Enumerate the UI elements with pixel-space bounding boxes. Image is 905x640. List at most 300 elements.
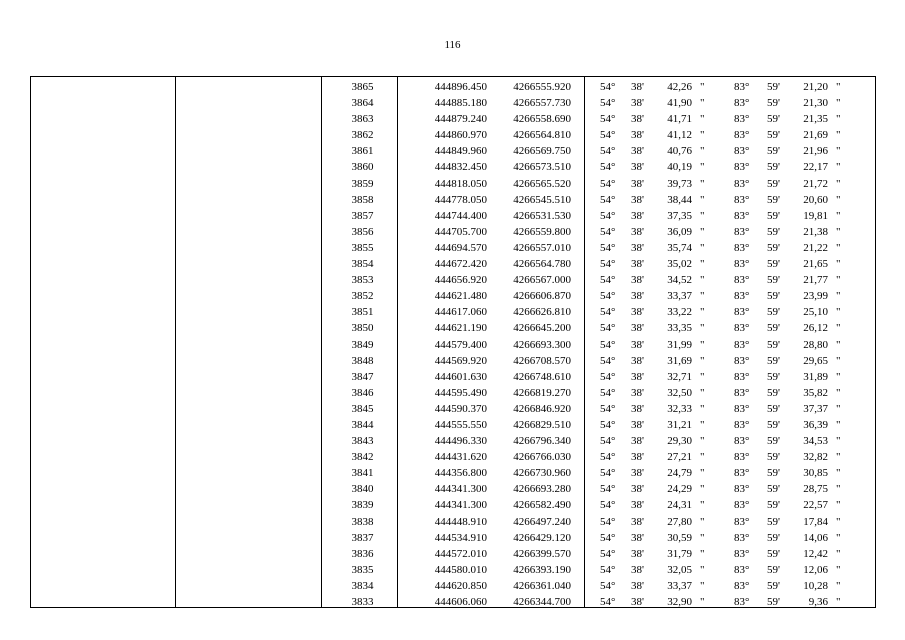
longitude-degrees: 83° [734,402,750,415]
y-coordinate: 4266846.920 [513,402,571,415]
longitude-degrees: 83° [734,499,750,512]
longitude-minutes: 59' [767,370,780,383]
latitude-seconds-symbol: " [700,563,705,576]
longitude-seconds-symbol: " [836,129,841,142]
table-row [31,530,875,546]
latitude-minutes: 38' [631,129,644,142]
latitude-degrees: 54° [600,499,616,512]
longitude-seconds: 14,06 [803,531,828,544]
longitude-degrees: 83° [734,596,750,608]
latitude-degrees: 54° [600,370,616,383]
y-coordinate: 4266606.870 [513,290,571,303]
y-coordinate: 4266693.300 [513,338,571,351]
y-coordinate: 4266559.800 [513,225,571,238]
longitude-seconds: 21,96 [803,145,828,158]
point-number: 3835 [351,563,374,576]
y-coordinate: 4266819.270 [513,386,571,399]
x-coordinate: 444341.300 [434,483,487,496]
longitude-seconds: 26,12 [803,322,828,335]
longitude-seconds: 32,82 [803,451,828,464]
point-number: 3852 [351,290,374,303]
latitude-minutes: 38' [631,596,644,608]
latitude-minutes: 38' [631,547,644,560]
y-coordinate: 4266748.610 [513,370,571,383]
longitude-seconds-symbol: " [836,306,841,319]
x-coordinate: 444672.420 [434,258,487,271]
x-coordinate: 444656.920 [434,274,487,287]
longitude-seconds: 23,99 [803,290,828,303]
point-number: 3854 [351,258,374,271]
longitude-seconds-symbol: " [836,596,841,608]
longitude-seconds-symbol: " [836,290,841,303]
table-row [31,465,875,481]
coordinates-table [30,76,876,608]
latitude-seconds: 24,29 [667,483,692,496]
latitude-seconds-symbol: " [700,225,705,238]
longitude-degrees: 83° [734,145,750,158]
longitude-seconds: 22,17 [803,161,828,174]
longitude-seconds: 21,30 [803,97,828,110]
latitude-degrees: 54° [600,290,616,303]
latitude-seconds: 30,59 [667,531,692,544]
y-coordinate: 4266344.700 [513,596,571,608]
longitude-seconds: 10,28 [803,579,828,592]
latitude-seconds-symbol: " [700,290,705,303]
longitude-minutes: 59' [767,386,780,399]
point-number: 3864 [351,97,374,110]
longitude-seconds: 21,69 [803,129,828,142]
longitude-seconds: 20,60 [803,193,828,206]
longitude-minutes: 59' [767,177,780,190]
latitude-degrees: 54° [600,209,616,222]
longitude-minutes: 59' [767,81,780,93]
longitude-degrees: 83° [734,338,750,351]
x-coordinate: 444621.480 [434,290,487,303]
latitude-minutes: 38' [631,225,644,238]
longitude-minutes: 59' [767,274,780,287]
longitude-seconds: 12,42 [803,547,828,560]
table-row [31,353,875,369]
longitude-seconds-symbol: " [836,386,841,399]
x-coordinate: 444849.960 [434,145,487,158]
x-coordinate: 444744.400 [434,209,487,222]
longitude-degrees: 83° [734,306,750,319]
x-coordinate: 444818.050 [434,177,487,190]
point-number: 3851 [351,306,374,319]
longitude-degrees: 83° [734,129,750,142]
longitude-minutes: 59' [767,129,780,142]
longitude-degrees: 83° [734,483,750,496]
latitude-degrees: 54° [600,258,616,271]
longitude-minutes: 59' [767,241,780,254]
longitude-minutes: 59' [767,209,780,222]
y-coordinate: 4266564.810 [513,129,571,142]
x-coordinate: 444879.240 [434,113,487,126]
latitude-seconds-symbol: " [700,322,705,335]
latitude-degrees: 54° [600,418,616,431]
latitude-minutes: 38' [631,499,644,512]
point-number: 3837 [351,531,374,544]
latitude-minutes: 38' [631,579,644,592]
y-coordinate: 4266693.280 [513,483,571,496]
longitude-degrees: 83° [734,274,750,287]
latitude-seconds-symbol: " [700,177,705,190]
latitude-seconds-symbol: " [700,370,705,383]
table-row [31,320,875,336]
longitude-seconds: 28,80 [803,338,828,351]
y-coordinate: 4266730.960 [513,467,571,480]
longitude-minutes: 59' [767,225,780,238]
y-coordinate: 4266645.200 [513,322,571,335]
latitude-degrees: 54° [600,225,616,238]
longitude-minutes: 59' [767,596,780,608]
longitude-minutes: 59' [767,451,780,464]
point-number: 3843 [351,435,374,448]
longitude-seconds: 21,77 [803,274,828,287]
point-number: 3853 [351,274,374,287]
longitude-degrees: 83° [734,209,750,222]
latitude-seconds: 32,50 [667,386,692,399]
latitude-minutes: 38' [631,193,644,206]
longitude-degrees: 83° [734,161,750,174]
latitude-degrees: 54° [600,563,616,576]
table-row [31,337,875,353]
y-coordinate: 4266626.810 [513,306,571,319]
latitude-minutes: 38' [631,306,644,319]
latitude-degrees: 54° [600,354,616,367]
latitude-seconds-symbol: " [700,81,705,93]
longitude-seconds: 21,72 [803,177,828,190]
point-number: 3836 [351,547,374,560]
table-row [31,143,875,159]
longitude-degrees: 83° [734,547,750,560]
latitude-minutes: 38' [631,274,644,287]
latitude-seconds: 39,73 [667,177,692,190]
x-coordinate: 444694.570 [434,241,487,254]
point-number: 3856 [351,225,374,238]
longitude-seconds-symbol: " [836,113,841,126]
longitude-seconds: 21,20 [803,81,828,93]
longitude-degrees: 83° [734,386,750,399]
latitude-seconds-symbol: " [700,274,705,287]
longitude-seconds-symbol: " [836,451,841,464]
latitude-minutes: 38' [631,113,644,126]
latitude-seconds-symbol: " [700,338,705,351]
longitude-degrees: 83° [734,258,750,271]
longitude-seconds: 36,39 [803,418,828,431]
latitude-seconds: 34,52 [667,274,692,287]
longitude-minutes: 59' [767,563,780,576]
latitude-minutes: 38' [631,161,644,174]
latitude-seconds-symbol: " [700,97,705,110]
longitude-degrees: 83° [734,370,750,383]
longitude-minutes: 59' [767,145,780,158]
table-row [31,224,875,240]
table-row [31,240,875,256]
longitude-minutes: 59' [767,161,780,174]
table-row [31,159,875,175]
latitude-seconds: 33,37 [667,579,692,592]
table-row [31,481,875,497]
x-coordinate: 444580.010 [434,563,487,576]
longitude-seconds-symbol: " [836,193,841,206]
latitude-seconds: 36,09 [667,225,692,238]
latitude-seconds: 24,79 [667,467,692,480]
x-coordinate: 444832.450 [434,161,487,174]
longitude-seconds: 30,85 [803,467,828,480]
table-row [31,578,875,594]
y-coordinate: 4266497.240 [513,515,571,528]
longitude-minutes: 59' [767,322,780,335]
point-number: 3839 [351,499,374,512]
latitude-minutes: 38' [631,370,644,383]
latitude-seconds: 33,37 [667,290,692,303]
latitude-degrees: 54° [600,129,616,142]
table-row [31,449,875,465]
longitude-degrees: 83° [734,81,750,93]
longitude-seconds-symbol: " [836,225,841,238]
latitude-minutes: 38' [631,258,644,271]
y-coordinate: 4266567.000 [513,274,571,287]
longitude-seconds-symbol: " [836,370,841,383]
latitude-minutes: 38' [631,435,644,448]
latitude-minutes: 38' [631,81,644,93]
latitude-seconds-symbol: " [700,402,705,415]
x-coordinate: 444885.180 [434,97,487,110]
latitude-seconds: 31,99 [667,338,692,351]
longitude-minutes: 59' [767,258,780,271]
latitude-minutes: 38' [631,241,644,254]
longitude-seconds: 22,57 [803,499,828,512]
longitude-minutes: 59' [767,306,780,319]
point-number: 3860 [351,161,374,174]
longitude-seconds-symbol: " [836,563,841,576]
longitude-degrees: 83° [734,579,750,592]
point-number: 3846 [351,386,374,399]
latitude-degrees: 54° [600,81,616,93]
table-row [31,304,875,320]
longitude-degrees: 83° [734,177,750,190]
longitude-minutes: 59' [767,435,780,448]
y-coordinate: 4266829.510 [513,418,571,431]
latitude-seconds-symbol: " [700,579,705,592]
longitude-seconds-symbol: " [836,467,841,480]
x-coordinate: 444860.970 [434,129,487,142]
latitude-minutes: 38' [631,451,644,464]
latitude-seconds: 41,71 [667,113,692,126]
longitude-seconds-symbol: " [836,499,841,512]
x-coordinate: 444896.450 [434,81,487,93]
x-coordinate: 444621.190 [434,322,487,335]
latitude-seconds: 41,12 [667,129,692,142]
longitude-seconds: 19,81 [803,209,828,222]
latitude-seconds-symbol: " [700,531,705,544]
longitude-minutes: 59' [767,193,780,206]
longitude-seconds-symbol: " [836,547,841,560]
table-row [31,497,875,513]
longitude-seconds: 29,65 [803,354,828,367]
table-row [31,95,875,111]
latitude-degrees: 54° [600,338,616,351]
point-number: 3848 [351,354,374,367]
latitude-minutes: 38' [631,467,644,480]
x-coordinate: 444620.850 [434,579,487,592]
longitude-minutes: 59' [767,499,780,512]
latitude-seconds-symbol: " [700,515,705,528]
latitude-minutes: 38' [631,483,644,496]
longitude-degrees: 83° [734,451,750,464]
latitude-minutes: 38' [631,563,644,576]
longitude-seconds: 25,10 [803,306,828,319]
longitude-seconds-symbol: " [836,177,841,190]
longitude-minutes: 59' [767,97,780,110]
y-coordinate: 4266582.490 [513,499,571,512]
table-row [31,127,875,143]
y-coordinate: 4266557.010 [513,241,571,254]
x-coordinate: 444590.370 [434,402,487,415]
latitude-seconds-symbol: " [700,161,705,174]
latitude-seconds: 38,44 [667,193,692,206]
longitude-degrees: 83° [734,97,750,110]
point-number: 3865 [351,81,374,93]
longitude-seconds: 12,06 [803,563,828,576]
x-coordinate: 444431.620 [434,451,487,464]
latitude-degrees: 54° [600,161,616,174]
latitude-seconds-symbol: " [700,435,705,448]
latitude-minutes: 38' [631,145,644,158]
longitude-seconds-symbol: " [836,145,841,158]
longitude-seconds-symbol: " [836,338,841,351]
latitude-seconds: 32,05 [667,563,692,576]
latitude-minutes: 38' [631,386,644,399]
latitude-degrees: 54° [600,451,616,464]
latitude-seconds-symbol: " [700,306,705,319]
longitude-degrees: 83° [734,531,750,544]
table-row [31,192,875,208]
latitude-seconds-symbol: " [700,258,705,271]
point-number: 3855 [351,241,374,254]
x-coordinate: 444606.060 [434,596,487,608]
latitude-seconds-symbol: " [700,386,705,399]
point-number: 3850 [351,322,374,335]
latitude-seconds-symbol: " [700,193,705,206]
longitude-seconds: 21,65 [803,258,828,271]
latitude-seconds-symbol: " [700,596,705,608]
longitude-minutes: 59' [767,418,780,431]
longitude-degrees: 83° [734,193,750,206]
y-coordinate: 4266393.190 [513,563,571,576]
latitude-seconds: 24,31 [667,499,692,512]
longitude-degrees: 83° [734,290,750,303]
latitude-seconds-symbol: " [700,241,705,254]
table-row [31,111,875,127]
table-row [31,401,875,417]
longitude-minutes: 59' [767,338,780,351]
longitude-seconds-symbol: " [836,531,841,544]
longitude-minutes: 59' [767,354,780,367]
latitude-seconds-symbol: " [700,129,705,142]
latitude-degrees: 54° [600,547,616,560]
latitude-seconds-symbol: " [700,209,705,222]
x-coordinate: 444601.630 [434,370,487,383]
point-number: 3842 [351,451,374,464]
longitude-minutes: 59' [767,547,780,560]
longitude-seconds-symbol: " [836,515,841,528]
longitude-minutes: 59' [767,579,780,592]
table-row [31,562,875,578]
point-number: 3844 [351,418,374,431]
latitude-seconds: 27,21 [667,451,692,464]
x-coordinate: 444572.010 [434,547,487,560]
longitude-seconds: 21,38 [803,225,828,238]
x-coordinate: 444534.910 [434,531,487,544]
latitude-minutes: 38' [631,515,644,528]
x-coordinate: 444778.050 [434,193,487,206]
latitude-minutes: 38' [631,418,644,431]
longitude-degrees: 83° [734,435,750,448]
point-number: 3841 [351,467,374,480]
table-row [31,272,875,288]
longitude-minutes: 59' [767,290,780,303]
longitude-minutes: 59' [767,515,780,528]
point-number: 3833 [351,596,374,608]
point-number: 3859 [351,177,374,190]
latitude-minutes: 38' [631,322,644,335]
x-coordinate: 444705.700 [434,225,487,238]
latitude-minutes: 38' [631,354,644,367]
y-coordinate: 4266708.570 [513,354,571,367]
y-coordinate: 4266565.520 [513,177,571,190]
longitude-minutes: 59' [767,113,780,126]
point-number: 3845 [351,402,374,415]
longitude-seconds-symbol: " [836,274,841,287]
x-coordinate: 444595.490 [434,386,487,399]
x-coordinate: 444496.330 [434,435,487,448]
latitude-seconds: 40,76 [667,145,692,158]
y-coordinate: 4266361.040 [513,579,571,592]
latitude-seconds-symbol: " [700,354,705,367]
latitude-degrees: 54° [600,177,616,190]
y-coordinate: 4266555.920 [513,81,571,93]
longitude-seconds-symbol: " [836,97,841,110]
longitude-seconds-symbol: " [836,241,841,254]
y-coordinate: 4266399.570 [513,547,571,560]
longitude-seconds-symbol: " [836,418,841,431]
longitude-seconds-symbol: " [836,354,841,367]
longitude-minutes: 59' [767,402,780,415]
latitude-seconds-symbol: " [700,113,705,126]
longitude-degrees: 83° [734,322,750,335]
point-number: 3834 [351,579,374,592]
longitude-seconds-symbol: " [836,435,841,448]
latitude-seconds-symbol: " [700,499,705,512]
latitude-degrees: 54° [600,467,616,480]
latitude-degrees: 54° [600,97,616,110]
point-number: 3847 [351,370,374,383]
longitude-degrees: 83° [734,467,750,480]
table-row [31,417,875,433]
longitude-degrees: 83° [734,225,750,238]
latitude-seconds-symbol: " [700,483,705,496]
latitude-minutes: 38' [631,338,644,351]
latitude-seconds-symbol: " [700,547,705,560]
longitude-seconds: 9,36 [808,596,828,608]
longitude-seconds: 31,89 [803,370,828,383]
longitude-degrees: 83° [734,241,750,254]
longitude-minutes: 59' [767,467,780,480]
latitude-degrees: 54° [600,435,616,448]
y-coordinate: 4266573.510 [513,161,571,174]
